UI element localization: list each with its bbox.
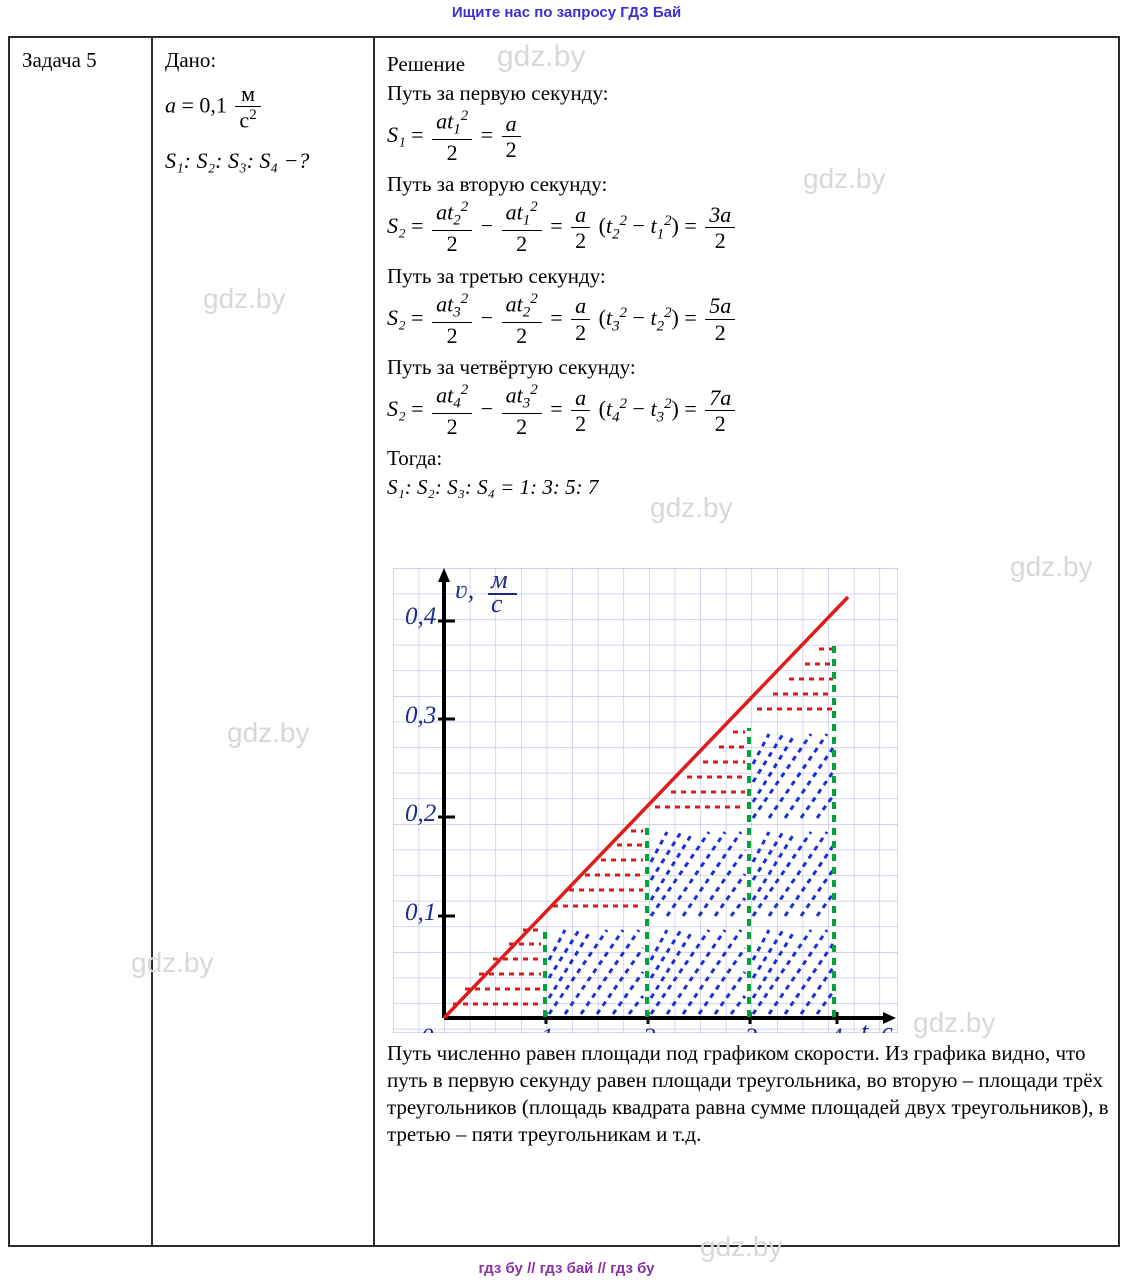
step-2-lhs: S₂ <box>387 213 406 239</box>
watermark: gdz.by <box>650 492 733 523</box>
solution-title: Решение <box>387 52 466 76</box>
unit-denominator: $с^2$ <box>239 107 257 133</box>
step-1-lhs: S₁ <box>387 122 406 148</box>
step-3-equation: S₂ = $\frac{at_3^2}{2}$ − $\frac{at_2^2}{2}$ = $\frac{a}{2}$ $(t_3^2 - t_2^2)$ = $\frac{5a}{2}$ <box>387 291 1106 349</box>
svg-text:0,1: 0,1 <box>405 899 437 926</box>
task-label: Задача 5 <box>22 48 97 72</box>
given-acceleration <box>165 81 361 134</box>
watermark: gdz.by <box>497 40 586 73</box>
step-3-caption: Путь за третью секунду: <box>387 263 606 288</box>
top-promo-banner: Ищите нас по запросу ГДЗ Бай <box>451 4 682 21</box>
given-title: Дано: <box>165 48 217 72</box>
svg-text:0,2: 0,2 <box>405 800 437 827</box>
watermark: gdz.by <box>700 1231 783 1262</box>
bottom-promo-banner: гдз бу // гдз бай // гдз бу <box>478 1260 655 1277</box>
graph-svg <box>393 568 898 1033</box>
step-2-caption: Путь за вторую секунду: <box>387 172 608 197</box>
step-4-caption: Путь за четвёртую секунду: <box>387 354 636 379</box>
acceleration-value: 0,1 <box>199 92 227 118</box>
given-find: S₁: S₂: S₃: S₄ −? <box>165 148 310 174</box>
step-1-equation: S₁ = $\frac{at_1^2}{2}$ = $\frac{a}{2}$ <box>387 108 1106 166</box>
task-number-cell <box>10 38 153 1245</box>
given-cell <box>153 38 375 1245</box>
svg-text:t, c: t, c <box>861 1017 893 1033</box>
svg-text:4 <box>830 1024 843 1033</box>
unit-numerator: м <box>235 81 260 107</box>
velocity-time-graph <box>393 568 898 1033</box>
svg-text:0 <box>421 1024 434 1033</box>
watermark: gdz.by <box>1010 551 1093 582</box>
equals-sign: = <box>181 92 194 118</box>
svg-text:ʋ,: ʋ, <box>455 575 475 604</box>
step-1-caption: Путь за первую секунду: <box>387 81 609 105</box>
step-3-lhs: S₂ <box>387 304 406 330</box>
conclusion-text: Путь численно равен площади под графиком скорости. Из графика видно, что путь в первую секунду равен площади треугольника, во вторую – площади трёх треугольников (площадь квадрата равна сумме площадей двух треугольников), в третью – пяти треугольникам и т.д. <box>387 1041 1109 1146</box>
svg-text:0,4: 0,4 <box>405 603 437 630</box>
watermark: gdz.by <box>803 163 886 194</box>
watermark: gdz.by <box>203 283 286 314</box>
svg-text:2 <box>643 1024 656 1033</box>
ratio-result: S₁: S₂: S₃: S₄ = 1: 3: 5: 7 <box>387 475 599 500</box>
svg-text:1 <box>541 1024 554 1033</box>
svg-text:0,3: 0,3 <box>405 702 437 729</box>
solution-table <box>8 36 1120 1247</box>
watermark: gdz.by <box>913 1007 996 1038</box>
svg-text:3 <box>744 1024 758 1033</box>
then-label: Тогда: <box>387 446 443 471</box>
step-4-lhs: S₂ <box>387 396 406 422</box>
solution-cell <box>375 38 1118 1245</box>
acceleration-symbol: a <box>165 92 176 118</box>
step-2-equation: S₂ = $\frac{at_2^2}{2}$ − $\frac{at_1^2}{2}$ = $\frac{a}{2}$ $(t_2^2 - t_1^2)$ = $\frac{3a}{2}$ <box>387 199 1106 257</box>
acceleration-unit <box>235 81 260 134</box>
watermark: gdz.by <box>131 947 214 978</box>
svg-text:с: с <box>491 589 503 618</box>
svg-text:м: м <box>491 568 508 594</box>
step-4-equation: S₂ = $\frac{at_4^2}{2}$ − $\frac{at_3^2}{2}$ = $\frac{a}{2}$ $(t_4^2 - t_3^2)$ = $\frac{7a}{2}$ <box>387 382 1106 440</box>
watermark: gdz.by <box>227 717 310 748</box>
